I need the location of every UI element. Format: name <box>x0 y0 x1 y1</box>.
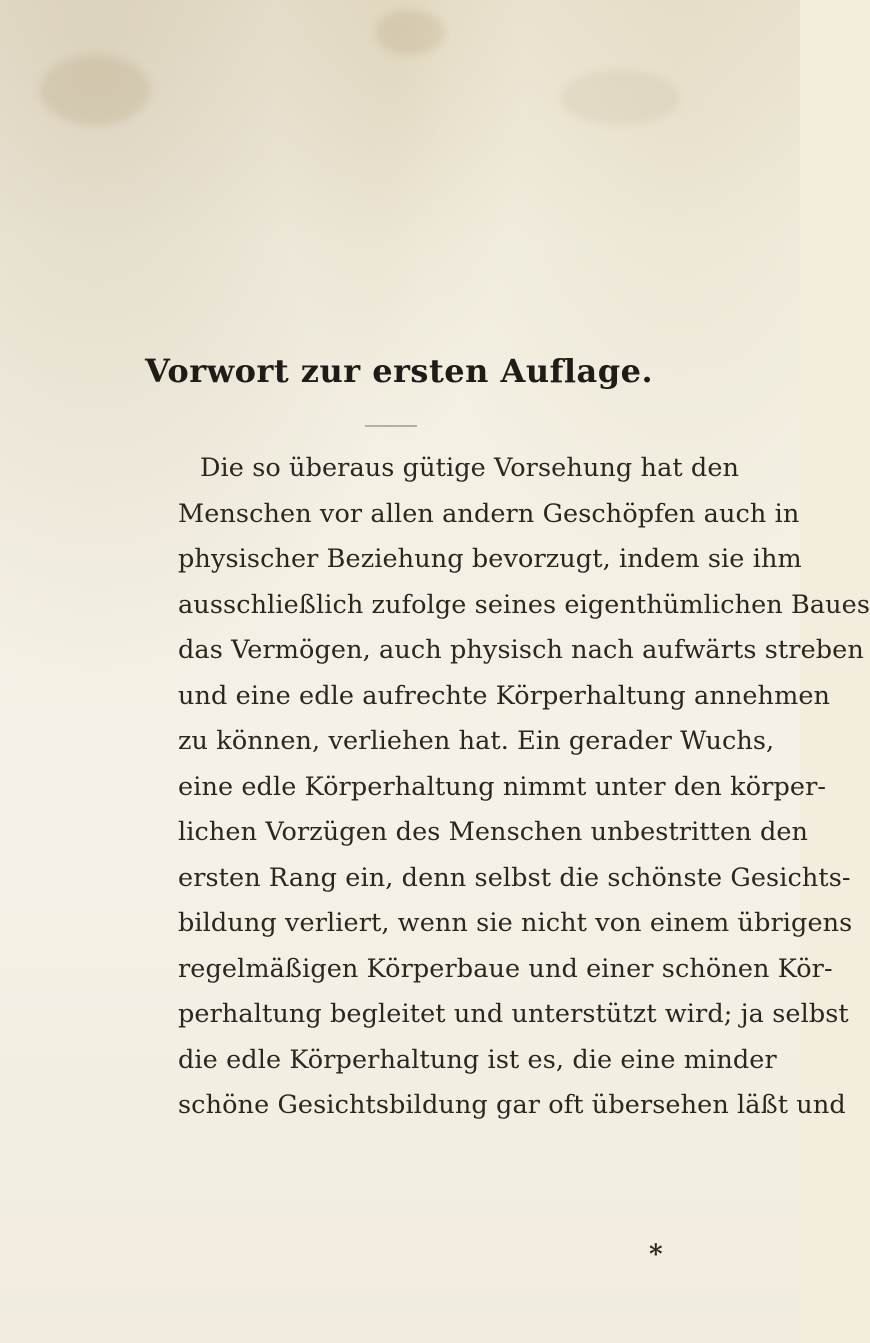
body-text <box>178 446 870 1129</box>
text-line: regelmäßigen Körperbaue und einer schönen Kör- <box>178 953 833 984</box>
signature-mark: * <box>649 1240 663 1270</box>
text-line: schöne Gesichtsbildung gar oft übersehen läßt und <box>178 1090 846 1120</box>
text-line: die edle Körperhaltung ist es, die eine minder <box>178 1044 777 1075</box>
text-line: perhaltung begleitet und unterstützt wird; ja selbst <box>178 999 849 1029</box>
text-line: physischer Beziehung bevorzugt, indem sie ihm <box>178 544 802 574</box>
text-line: das Vermögen, auch physisch nach aufwärts streben <box>178 635 864 665</box>
text-line: lichen Vorzügen des Menschen unbestritten den <box>178 817 809 847</box>
text-line: ersten Rang ein, denn selbst die schönste Gesichts- <box>178 862 851 893</box>
text-line: Die so überaus gütige Vorsehung hat den <box>200 453 740 483</box>
text-line: zu können, verliehen hat. Ein gerader Wuchs, <box>178 726 775 756</box>
text-line: ausschließlich zufolge seines eigenthümlichen Baues <box>178 589 870 620</box>
text-line: und eine edle aufrechte Körperhaltung annehmen <box>178 680 831 711</box>
paper-stain <box>40 55 150 125</box>
text-line: eine edle Körperhaltung nimmt unter den körper- <box>178 771 827 802</box>
title-divider <box>365 425 417 427</box>
paper-stain <box>375 10 445 55</box>
chapter-title: Vorwort zur ersten Auflage. <box>145 352 654 390</box>
text-line: bildung verliert, wenn sie nicht von einem übrigens <box>178 908 853 938</box>
text-line: Menschen vor allen andern Geschöpfen auch in <box>178 498 800 529</box>
paper-stain <box>560 70 680 125</box>
